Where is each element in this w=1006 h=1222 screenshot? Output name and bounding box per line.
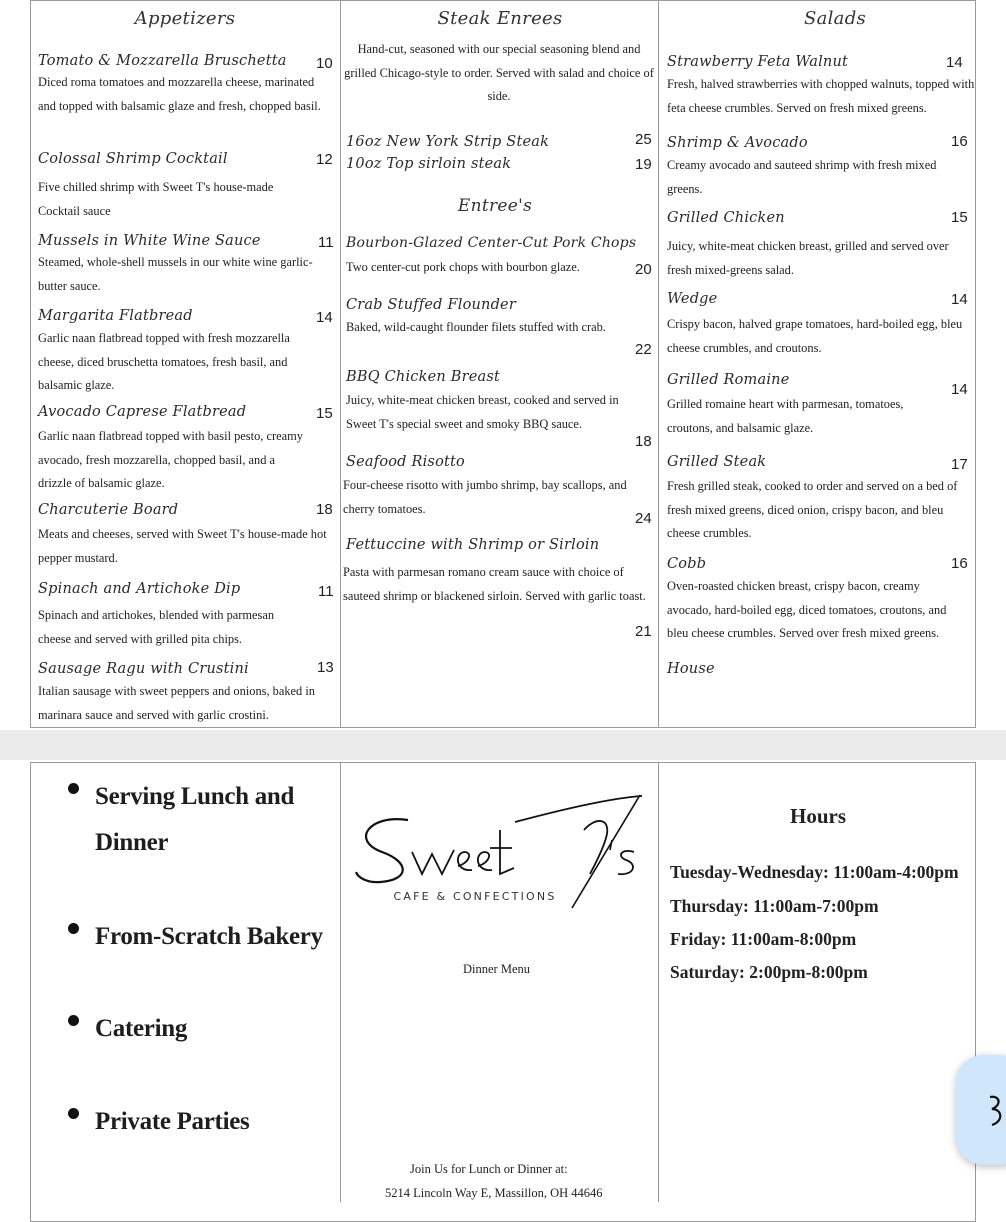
floating-assistant-button[interactable]	[956, 1055, 1006, 1165]
menu-item-price: 20	[635, 261, 652, 278]
hours-line: Tuesday-Wednesday: 11:00am-4:00pm	[670, 862, 959, 882]
menu-item-desc: Oven-roasted chicken breast, crispy bacon, creamy avocado, hard-boiled egg, diced tomatoes, croutons, and bleu cheese crumbles. Served over fresh mixed greens.	[667, 579, 947, 640]
menu-item-name: Crab Stuffed Flounder	[346, 297, 516, 313]
chat-assistant-icon	[986, 1091, 1006, 1131]
column-divider	[340, 762, 341, 1202]
steak-intro: Hand-cut, seasoned with our special seasoning blend and grilled Chicago-style to order. Served with salad and choice of side.	[344, 42, 654, 103]
menu-item-desc: Diced roma tomatoes and mozzarella cheese, marinated and topped with balsamic glaze and fresh, chopped basil.	[38, 75, 321, 113]
menu-item-desc: Garlic naan flatbread topped with basil pesto, creamy avocado, fresh mozzarella, chopped basil, and a drizzle of balsamic glaze.	[38, 429, 303, 490]
hours-heading: Hours	[790, 804, 847, 828]
bullet-icon	[68, 783, 79, 794]
menu-item-price: 11	[318, 583, 334, 600]
menu-item-desc: Italian sausage with sweet peppers and onions, baked in marinara sauce and served with garlic crostini.	[38, 684, 315, 722]
column-divider	[658, 762, 659, 1202]
feature-bullet	[68, 914, 325, 960]
bullet-icon	[68, 1015, 79, 1026]
menu-item-desc: Fresh, halved strawberries with chopped walnuts, topped with feta cheese crumbles. Served on fresh mixed greens.	[667, 77, 975, 115]
menu-item-name: 16oz New York Strip Steak	[346, 134, 550, 150]
join-text: Join Us for Lunch or Dinner at:	[410, 1162, 568, 1176]
hours-line: Saturday: 2:00pm-8:00pm	[670, 962, 868, 982]
menu-item-price: 15	[951, 209, 968, 226]
menu-item-desc: Spinach and artichokes, blended with parmesan cheese and served with grilled pita chips.	[38, 608, 275, 646]
feature-bullet	[68, 1006, 325, 1052]
menu-item-desc: Steamed, whole-shell mussels in our white wine garlic-butter sauce.	[38, 255, 313, 293]
page-gap	[0, 730, 1006, 760]
appetizers-heading: Appetizers	[134, 8, 236, 29]
menu-item-name: Mussels in White Wine Sauce	[38, 233, 261, 249]
menu-item-price: 25	[635, 131, 652, 148]
menu-item-price: 16	[951, 133, 968, 150]
menu-item-price: 14	[316, 309, 333, 326]
bullet-icon	[68, 923, 79, 934]
steak-entrees-heading: Steak Enrees	[437, 8, 563, 29]
menu-item-price: 16	[951, 555, 968, 572]
menu-item-name: Avocado Caprese Flatbread	[38, 404, 247, 420]
menu-item-desc: Grilled romaine heart with parmesan, tomatoes, croutons, and balsamic glaze.	[667, 397, 904, 435]
menu-item-price: 24	[635, 510, 652, 527]
menu-item-desc: Two center-cut pork chops with bourbon glaze.	[346, 260, 580, 274]
bullet-icon	[68, 1108, 79, 1119]
menu-item-name: Wedge	[667, 291, 718, 307]
menu-item-desc: Creamy avocado and sauteed shrimp with fresh mixed greens.	[667, 158, 937, 196]
feature-text: Catering	[95, 1015, 188, 1042]
menu-item-desc: Meats and cheeses, served with Sweet T's house-made hot pepper mustard.	[38, 527, 327, 565]
menu-item-name: 10oz Top sirloin steak	[346, 156, 512, 172]
menu-item-desc: Garlic naan flatbread topped with fresh mozzarella cheese, diced bruschetta tomatoes, fresh basil, and balsamic glaze.	[38, 331, 290, 392]
menu-item-name: Spinach and Artichoke Dip	[38, 581, 241, 597]
menu-item-price: 22	[635, 341, 652, 358]
menu-item-price: 18	[316, 501, 333, 518]
menu-item-desc: Juicy, white-meat chicken breast, grilled and served over fresh mixed-greens salad.	[667, 239, 949, 277]
menu-item-name: Fettuccine with Shrimp or Sirloin	[346, 537, 600, 553]
menu-item-name: Margarita Flatbread	[38, 308, 193, 324]
menu-item-name: Cobb	[667, 556, 707, 572]
menu-item-price: 14	[951, 381, 968, 398]
menu-item-price: 13	[317, 659, 334, 676]
feature-text: From-Scratch Bakery	[95, 923, 323, 950]
feature-bullet	[68, 774, 325, 866]
feature-text: Serving Lunch and Dinner	[95, 783, 295, 856]
menu-item-name: Grilled Steak	[667, 454, 767, 470]
menu-item-name: Bourbon-Glazed Center-Cut Pork Chops	[346, 235, 637, 251]
menu-item-name: Tomato & Mozzarella Bruschetta	[38, 53, 287, 69]
menu-item-desc: Baked, wild-caught flounder filets stuffed with crab.	[346, 320, 606, 334]
menu-item-name: BBQ Chicken Breast	[346, 369, 500, 385]
menu-label: Dinner Menu	[463, 962, 530, 976]
menu-item-name: Sausage Ragu with Crustini	[38, 661, 249, 677]
menu-item-desc: Pasta with parmesan romano cream sauce with choice of sauteed shrimp or blackened sirloin. Served with garlic toast.	[343, 565, 646, 603]
menu-item-name: Charcuterie Board	[38, 502, 179, 518]
menu-item-price: 14	[951, 291, 968, 308]
menu-item-price: 14	[946, 54, 963, 71]
menu-item-price: 17	[951, 456, 968, 473]
address-text: 5214 Lincoln Way E, Massillon, OH 44646	[385, 1186, 603, 1200]
logo-tagline: CAFE & CONFECTIONS	[393, 890, 557, 903]
menu-item-price: 15	[316, 405, 333, 422]
menu-item-price: 18	[635, 433, 652, 450]
menu-item-price: 21	[635, 623, 652, 640]
column-divider	[340, 0, 341, 728]
feature-text: Private Parties	[95, 1108, 250, 1135]
column-divider	[658, 0, 659, 728]
feature-bullet	[68, 1099, 325, 1145]
menu-item-desc: Juicy, white-meat chicken breast, cooked and served in Sweet T's special sweet and smoky BBQ sauce.	[346, 393, 619, 431]
hours-line: Friday: 11:00am-8:00pm	[670, 929, 857, 949]
menu-item-name: Strawberry Feta Walnut	[667, 54, 849, 70]
salads-heading: Salads	[803, 8, 867, 29]
menu-item-name: Grilled Romaine	[667, 372, 790, 388]
menu-item-price: 10	[316, 55, 333, 72]
menu-item-name: Grilled Chicken	[667, 210, 785, 226]
menu-item-price: 12	[316, 151, 333, 168]
menu-item-price: 19	[635, 156, 652, 173]
menu-item-desc: Five chilled shrimp with Sweet T's house-made Cocktail sauce	[38, 180, 274, 218]
menu-item-name: Seafood Risotto	[346, 454, 465, 470]
menu-item-price: 11	[318, 234, 334, 251]
menu-item-name: Shrimp & Avocado	[667, 135, 808, 151]
menu-item-desc: Four-cheese risotto with jumbo shrimp, bay scallops, and cherry tomatoes.	[343, 478, 627, 516]
menu-item-name: House	[667, 661, 715, 677]
menu-item-desc: Fresh grilled steak, cooked to order and served on a bed of fresh mixed greens, diced onion, crispy bacon, and bleu cheese crumbles.	[667, 479, 958, 540]
entrees-heading: Entree's	[457, 196, 533, 216]
hours-line: Thursday: 11:00am-7:00pm	[670, 896, 879, 916]
menu-item-name: Colossal Shrimp Cocktail	[38, 151, 228, 167]
menu-item-desc: Crispy bacon, halved grape tomatoes, hard-boiled egg, bleu cheese crumbles, and croutons.	[667, 317, 963, 355]
